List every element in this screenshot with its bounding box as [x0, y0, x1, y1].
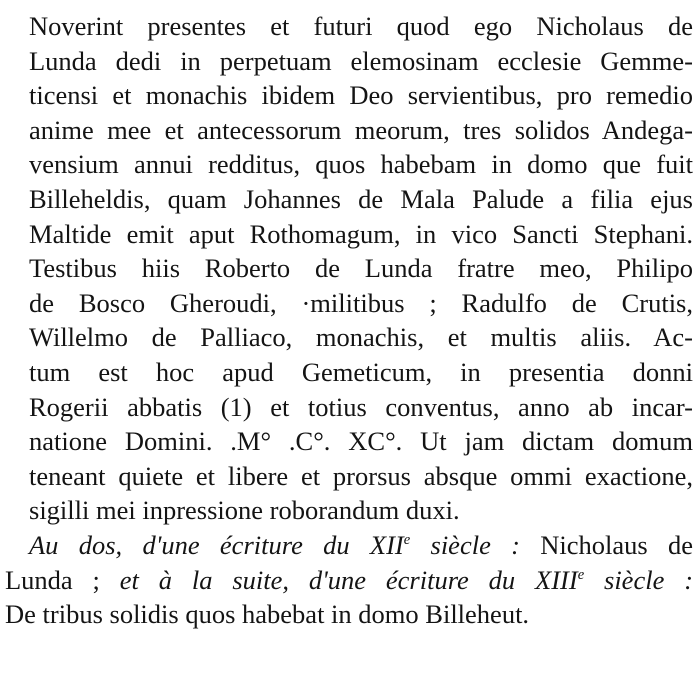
roman-text: Lunda ;: [5, 564, 120, 595]
text-line: de Bosco Gheroudi, ·militibus ; Radulfo de Crutis,: [29, 287, 693, 318]
text-line: tum est hoc apud Gemeticum, in presentia donni: [29, 356, 693, 387]
text-line: Rogerii abbatis (1) et totius conventus, anno ab incar-: [29, 391, 693, 422]
superscript: e: [403, 532, 411, 549]
text-line: Noverint presentes et futuri quod ego Nicholaus de: [29, 11, 693, 41]
superscript: e: [577, 566, 585, 583]
endorsement-line: [5, 528, 693, 563]
italic-note: siècle :: [410, 529, 520, 560]
roman-text: Nicholaus de: [519, 529, 693, 560]
text-line: natione Domini. .M° .C°. XC°. Ut jam dictam domum: [29, 426, 693, 457]
text-line: teneant quiete et libere et prorsus absque ommi exactione,: [29, 460, 693, 491]
endorsement-paragraph: [5, 528, 693, 632]
endorsement-line: De tribus solidis quos habebat in domo Billeheut.: [5, 599, 530, 630]
text-line: Lunda dedi in perpetuam elemosinam ecclesie Gemme-: [29, 45, 693, 76]
text-line: ticensi et monachis ibidem Deo servientibus, pro remedio: [29, 80, 693, 111]
text-line: Testibus hiis Roberto de Lunda fratre meo, Philipo: [29, 253, 693, 284]
italic-note: et à la suite, d'une écriture du XIII: [119, 564, 578, 595]
text-line: anime mee et antecessorum meorum, tres solidos Andega-: [29, 114, 693, 145]
text-line: vensium annui redditus, quos habebam in domo que fuit: [29, 149, 693, 180]
italic-note: siècle :: [584, 564, 694, 595]
document-page: [5, 9, 693, 632]
italic-note: Au dos, d'une écriture du XII: [29, 529, 404, 560]
charter-paragraph: [5, 9, 693, 528]
text-line: sigilli mei inpressione roborandum duxi.: [29, 495, 460, 526]
endorsement-line: [5, 563, 693, 598]
text-line: Willelmo de Palliaco, monachis, et multis aliis. Ac-: [29, 322, 693, 353]
text-line: Maltide emit aput Rothomagum, in vico Sancti Stephani.: [29, 218, 693, 249]
text-line: Billeheldis, quam Johannes de Mala Palude a filia ejus: [29, 183, 693, 214]
